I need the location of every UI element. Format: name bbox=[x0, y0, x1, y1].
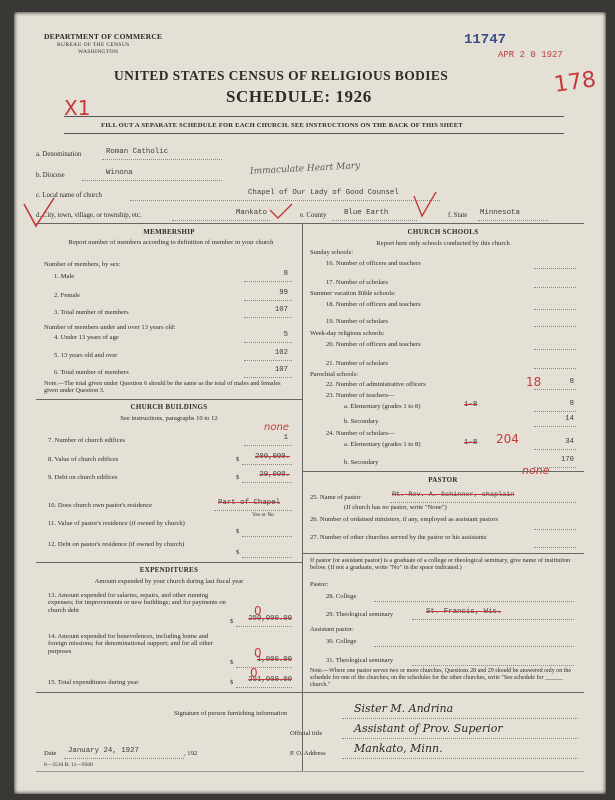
q13-dollar: $ bbox=[230, 618, 234, 625]
q26-label: 26. Number of ordained ministers, if any, employed as assistant pastors bbox=[310, 516, 499, 523]
q5-over13-value: 102 bbox=[274, 349, 288, 357]
graduate-instructions: If pastor (or assistant pastor) is a graduate of a college or theological seminary, give name of institution below. (If not a graduate, write "No" in the space indicated.) bbox=[310, 557, 571, 572]
q3-total-label: 3. Total number of members bbox=[54, 309, 129, 316]
pastor-heading: PASTOR bbox=[428, 476, 458, 484]
q24-label: 24. Number of scholars— bbox=[326, 430, 395, 437]
membership-intro: Report number of members according to definition of member in your church bbox=[68, 239, 274, 246]
expenditures-sub: Amount expended by your church during last fiscal year bbox=[94, 578, 244, 585]
expenditures-heading: EXPENDITURES bbox=[139, 566, 199, 574]
q11-dollar: $ bbox=[236, 528, 240, 535]
city-field-label: d. City, town, village, or township, etc. bbox=[36, 212, 142, 219]
q25-hint: (If church has no pastor, write "None") bbox=[344, 504, 447, 511]
q4-under13-label: 4. Under 13 years of age bbox=[54, 334, 119, 341]
q13-red-zero: 0 bbox=[254, 604, 262, 618]
diocese-value: Winona bbox=[106, 169, 133, 177]
buildings-heading: CHURCH BUILDINGS bbox=[130, 403, 208, 411]
church-name-value: Chapel of Our Lady of Good Counsel bbox=[248, 189, 399, 197]
form-subtitle: SCHEDULE: 1926 bbox=[226, 87, 372, 106]
department-label: DEPARTMENT OF COMMERCE bbox=[44, 32, 163, 41]
q13-value: 250,000.00 bbox=[248, 615, 292, 623]
q15-dollar: $ bbox=[230, 679, 234, 686]
q18-label: 18. Number of officers and teachers bbox=[326, 301, 421, 308]
q8-dollar: $ bbox=[236, 456, 240, 463]
q21-label: 21. Number of scholars bbox=[326, 360, 388, 367]
q9-dollar: $ bbox=[236, 474, 240, 481]
q31-label: 31. Theological seminary bbox=[326, 657, 394, 664]
date-suffix: , 192 bbox=[184, 750, 198, 757]
diocese-label: b. Diocese bbox=[36, 172, 65, 179]
q16-label: 16. Number of officers and teachers bbox=[326, 260, 421, 267]
pastor-subheading: Pastor: bbox=[310, 581, 329, 588]
received-date-stamp: APR 2 0 1927 bbox=[498, 50, 563, 60]
q25-value: Rt. Rev. A. Schinner, chaplain bbox=[392, 491, 515, 499]
census-schedule-sheet bbox=[14, 12, 606, 794]
q25-label: 25. Name of pastor bbox=[310, 494, 361, 501]
q24a-label: a. Elementary (grades 1 to 8) bbox=[344, 441, 421, 448]
q24a-value: 34 bbox=[565, 438, 574, 446]
red-check-mark-city bbox=[266, 200, 296, 222]
state-label: f. State bbox=[448, 212, 468, 219]
membership-heading: MEMBERSHIP bbox=[143, 228, 195, 236]
city-value: Mankato bbox=[236, 209, 268, 217]
church-name-label: c. Local name of church bbox=[36, 192, 102, 199]
city-label: WASHINGTON bbox=[78, 49, 119, 55]
q14-dollar: $ bbox=[230, 659, 234, 666]
sunday-schools-label: Sunday schools: bbox=[310, 249, 354, 256]
po-address-value: Mankato, Minn. bbox=[354, 742, 443, 755]
bureau-label: BUREAU OF THE CENSUS bbox=[57, 42, 130, 48]
q8-value: 200,000. bbox=[254, 453, 290, 461]
q27-label: 27. Number of other churches served by the pastor or his assistants bbox=[310, 534, 487, 541]
members-by-sex-label: Number of members, by sex: bbox=[44, 261, 121, 268]
q3-total-value: 107 bbox=[274, 306, 288, 314]
q24a-grades: 1-8 bbox=[464, 439, 478, 447]
q11-residence-value-label: 11. Value of pastor's residence (if owned by church) bbox=[48, 520, 185, 527]
date-value: January 24, 1927 bbox=[68, 747, 139, 755]
q24b-label: b. Secondary bbox=[344, 459, 379, 466]
q2-female-label: 2. Female bbox=[54, 292, 81, 299]
red-mark-right: 178 bbox=[552, 67, 598, 98]
schools-intro: Report here only schools conducted by this church bbox=[376, 240, 510, 247]
q6-total-value: 107 bbox=[274, 366, 288, 374]
denomination-label: a. Denomination bbox=[36, 151, 82, 158]
q23a-grades: 1-8 bbox=[464, 401, 478, 409]
q23a-value: 8 bbox=[569, 400, 574, 408]
q5-over13-label: 5. 13 years old and over bbox=[54, 352, 118, 359]
q1-male-label: 1. Male bbox=[54, 273, 75, 280]
membership-note: Note.—The total given under Question 6 should be the same as the total of males and females given under Question 3. bbox=[44, 380, 281, 395]
q24b-value: 170 bbox=[560, 456, 574, 464]
state-value: Minnesota bbox=[480, 209, 520, 217]
official-title-value: Assistant of Prov. Superior bbox=[354, 722, 503, 735]
q4-under13-value: 5 bbox=[283, 331, 288, 339]
members-by-age-label: Number of members under and over 13 years old: bbox=[44, 324, 176, 331]
q24-red-note: 204 bbox=[496, 432, 519, 446]
q23-label: 23. Number of teachers— bbox=[326, 392, 395, 399]
q22-label: 22. Number of administrative officers bbox=[326, 381, 426, 388]
buildings-sub: See instructions, paragraphs 10 to 12 bbox=[120, 415, 218, 422]
q1-male-value: 8 bbox=[283, 270, 288, 278]
serial-number: 11747 bbox=[464, 32, 507, 48]
assistant-subheading: Assistant pastor: bbox=[310, 626, 354, 633]
q28-label: 28. College bbox=[326, 593, 357, 600]
official-title-label: Official title bbox=[290, 730, 323, 737]
q7-red-note: none bbox=[264, 422, 289, 433]
q7-edifices-value: 1 bbox=[283, 434, 288, 442]
red-check-mark-county bbox=[410, 190, 440, 220]
q22-red-note: 18 bbox=[526, 375, 542, 389]
signature-label: Signature of person furnishing information bbox=[174, 710, 288, 717]
date-label: Date bbox=[44, 750, 57, 757]
q15-total-label: 15. Total expenditures during year bbox=[48, 679, 139, 686]
q19-label: 19. Number of scholars bbox=[326, 318, 388, 325]
form-number: 8—3510 B. 11—9500 bbox=[44, 762, 93, 768]
q10-residence-value: Part of Chapel bbox=[218, 499, 281, 507]
q13-running-expenses-label: 13. Amount expended for salaries, repairs, and other running expenses; for improvements or new buildings; and for payments on church debt bbox=[48, 592, 226, 614]
q29-label: 29. Theological seminary bbox=[326, 611, 394, 618]
q15-value: 251,000.00 bbox=[248, 676, 292, 684]
q8-value-label: 8. Value of church edifices bbox=[48, 456, 119, 463]
q30-label: 30. College bbox=[326, 638, 357, 645]
q22-value: 8 bbox=[569, 378, 574, 386]
q23a-label: a. Elementary (grades 1 to 8) bbox=[344, 403, 421, 410]
weekday-schools-label: Week-day religious schools: bbox=[310, 330, 385, 337]
q14-benevolences-label: 14. Amount expended for benevolences, including home and foreign missions; for denominational support; and for all other purposes bbox=[48, 633, 213, 655]
instructions-line: FILL OUT A SEPARATE SCHEDULE FOR EACH CHURCH. SEE INSTRUCTIONS ON THE BACK OF THIS SHEET bbox=[101, 122, 463, 129]
q25-red-note: none bbox=[522, 464, 550, 477]
signature-value: Sister M. Andrina bbox=[354, 702, 454, 715]
q7-edifices-label: 7. Number of church edifices bbox=[48, 437, 126, 444]
q29-value: St. Francis, Wis. bbox=[426, 608, 502, 616]
diocese-note: Immaculate Heart Mary bbox=[249, 161, 361, 177]
q20-label: 20. Number of officers and teachers bbox=[326, 341, 421, 348]
q17-label: 17. Number of scholars bbox=[326, 279, 388, 286]
red-check-mark-left bbox=[14, 192, 74, 232]
q9-debt-label: 9. Debt on church edifices bbox=[48, 474, 118, 481]
q23b-label: b. Secondary bbox=[344, 418, 379, 425]
q9-value: 29,000. bbox=[259, 471, 290, 479]
form-title: UNITED STATES CENSUS OF RELIGIOUS BODIES bbox=[114, 68, 449, 83]
q12-residence-debt-label: 12. Debt on pastor's residence (if owned by church) bbox=[48, 541, 185, 548]
county-value: Blue Earth bbox=[344, 209, 389, 217]
q10-residence-label: 10. Does church own pastor's residence bbox=[48, 502, 153, 509]
summer-schools-label: Summer vacation Bible schools: bbox=[310, 290, 396, 297]
q12-dollar: $ bbox=[236, 549, 240, 556]
red-mark-left: X1 bbox=[64, 96, 91, 120]
po-address-label: P. O. Address bbox=[290, 750, 326, 757]
q6-total-label: 6. Total number of members bbox=[54, 369, 129, 376]
q14-red-zero: 0 bbox=[254, 646, 262, 660]
parochial-schools-label: Parochial schools: bbox=[310, 371, 359, 378]
q2-female-value: 99 bbox=[279, 289, 288, 297]
q23b-value: 14 bbox=[565, 415, 574, 423]
q10-yes-no-hint: Yes or No bbox=[252, 512, 275, 518]
denomination-value: Roman Catholic bbox=[106, 148, 169, 156]
q15-red-zero: 0 bbox=[250, 666, 258, 680]
pastor-note: Note.—Where one pastor serves two or more churches, Questions 28 and 29 should be answered only on the schedule for one of the churches; on the schedules for the other churches, write "See schedule for ______ church." bbox=[310, 668, 572, 688]
county-label: e. County bbox=[300, 212, 327, 219]
schools-heading: CHURCH SCHOOLS bbox=[407, 228, 479, 236]
q14-value: 1,000.00 bbox=[256, 656, 292, 664]
